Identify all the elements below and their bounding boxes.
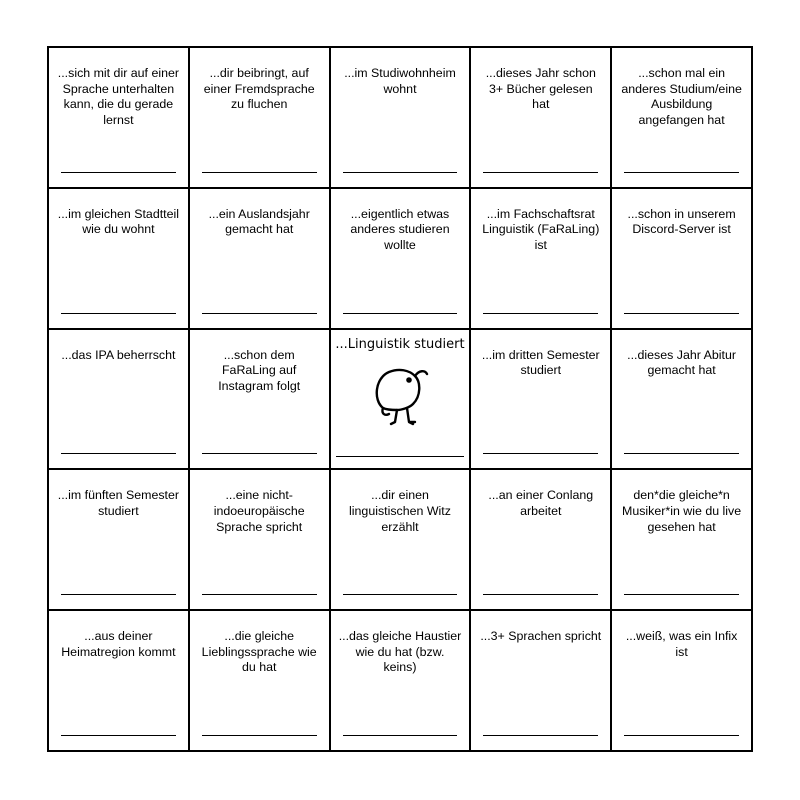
bingo-cell-prompt: ...die gleiche Lieblingssprache wie du hat: [201, 629, 317, 675]
bingo-cell: [612, 189, 753, 330]
bingo-cell: [471, 470, 612, 611]
bingo-cell-prompt: ...im Studiwohnheim wohnt: [344, 66, 456, 96]
bingo-cell-prompt: ...3+ Sprachen spricht: [480, 629, 602, 644]
bingo-cell: [471, 611, 612, 752]
bingo-cell: [190, 470, 331, 611]
signature-line: [61, 313, 176, 314]
signature-line: [336, 456, 465, 457]
signature-line: [483, 313, 598, 314]
bingo-cell: [190, 611, 331, 752]
bingo-cell-prompt: ...im dritten Semester studiert: [481, 347, 600, 378]
bingo-cell-prompt: ...dieses Jahr schon 3+ Bücher gelesen hat: [485, 66, 596, 112]
signature-line: [343, 594, 458, 595]
bingo-cell: [49, 611, 190, 752]
bingo-cell-prompt: den*die gleiche*n Musiker*in wie du live gesehen hat: [622, 488, 742, 534]
signature-line: [343, 313, 458, 314]
bingo-cell-prompt: ...im gleichen Stadtteil wie du wohnt: [57, 206, 179, 237]
signature-line: [202, 735, 317, 736]
bingo-cell-prompt: ...eigentlich etwas anderes studieren wollte: [350, 206, 450, 252]
bingo-cell: [49, 470, 190, 611]
signature-line: [624, 313, 739, 314]
bingo-cell-prompt: ...an einer Conlang arbeitet: [488, 488, 594, 518]
signature-line: [61, 453, 176, 454]
signature-line: [483, 594, 598, 595]
bingo-cell: [471, 189, 612, 330]
bird-icon: [369, 364, 433, 432]
bingo-cell: [331, 611, 472, 752]
bingo-cell-prompt: ...weiß, was ein Infix ist: [625, 629, 738, 659]
signature-line: [483, 172, 598, 173]
signature-line: [343, 172, 458, 173]
bingo-cell-prompt: ...aus deiner Heimatregion kommt: [61, 629, 176, 659]
bingo-cell-prompt: ...dir beibringt, auf einer Fremdsprache zu fluchen: [203, 66, 315, 112]
signature-line: [483, 453, 598, 454]
bingo-cell-prompt: ...das gleiche Haustier wie du hat (bzw. keins): [338, 629, 462, 675]
bingo-cell-prompt: ...schon dem FaRaLing auf Instagram folgt: [218, 347, 301, 393]
bingo-board: [47, 46, 753, 752]
bingo-cell-prompt: ...dieses Jahr Abitur gemacht hat: [627, 347, 736, 378]
bingo-cell-prompt: ...eine nicht-indoeuropäische Sprache spricht: [213, 488, 305, 534]
signature-line: [624, 594, 739, 595]
signature-line: [624, 453, 739, 454]
signature-line: [202, 172, 317, 173]
bingo-cell-center: [331, 330, 472, 471]
bingo-cell-prompt: ...dir einen linguistischen Witz erzählt: [349, 488, 451, 534]
bingo-cell: [612, 48, 753, 189]
bingo-cell-prompt: ...sich mit dir auf einer Sprache unterhalten kann, die du gerade lernst: [57, 66, 179, 127]
signature-line: [202, 453, 317, 454]
signature-line: [483, 735, 598, 736]
bingo-cell: [49, 330, 190, 471]
bingo-cell-prompt: ...schon in unserem Discord-Server ist: [627, 206, 736, 237]
bingo-cell: [331, 189, 472, 330]
signature-line: [624, 172, 739, 173]
bingo-cell: [190, 48, 331, 189]
bingo-cell: [612, 611, 753, 752]
signature-line: [61, 594, 176, 595]
signature-line: [343, 735, 458, 736]
signature-line: [202, 594, 317, 595]
center-cell-label: ...Linguistik studiert: [335, 336, 465, 352]
bingo-cell: [49, 189, 190, 330]
bingo-cell: [612, 330, 753, 471]
bingo-cell: [49, 48, 190, 189]
bingo-cell: [331, 470, 472, 611]
bingo-cell-prompt: ...das IPA beherrscht: [61, 347, 176, 362]
bingo-cell: [190, 330, 331, 471]
bingo-cell-prompt: ...im Fachschaftsrat Linguistik (FaRaLing) ist: [482, 206, 600, 252]
bingo-cell-prompt: ...ein Auslandsjahr gemacht hat: [208, 206, 310, 237]
signature-line: [61, 735, 176, 736]
bingo-cell: [471, 330, 612, 471]
bingo-cell: [612, 470, 753, 611]
signature-line: [202, 313, 317, 314]
bingo-cell: [331, 48, 472, 189]
signature-line: [624, 735, 739, 736]
signature-line: [61, 172, 176, 173]
bingo-cell-prompt: ...schon mal ein anderes Studium/eine Ausbildung angefangen hat: [621, 66, 742, 127]
bingo-cell: [190, 189, 331, 330]
bingo-cell-prompt: ...im fünften Semester studiert: [57, 488, 179, 518]
bingo-cell: [471, 48, 612, 189]
